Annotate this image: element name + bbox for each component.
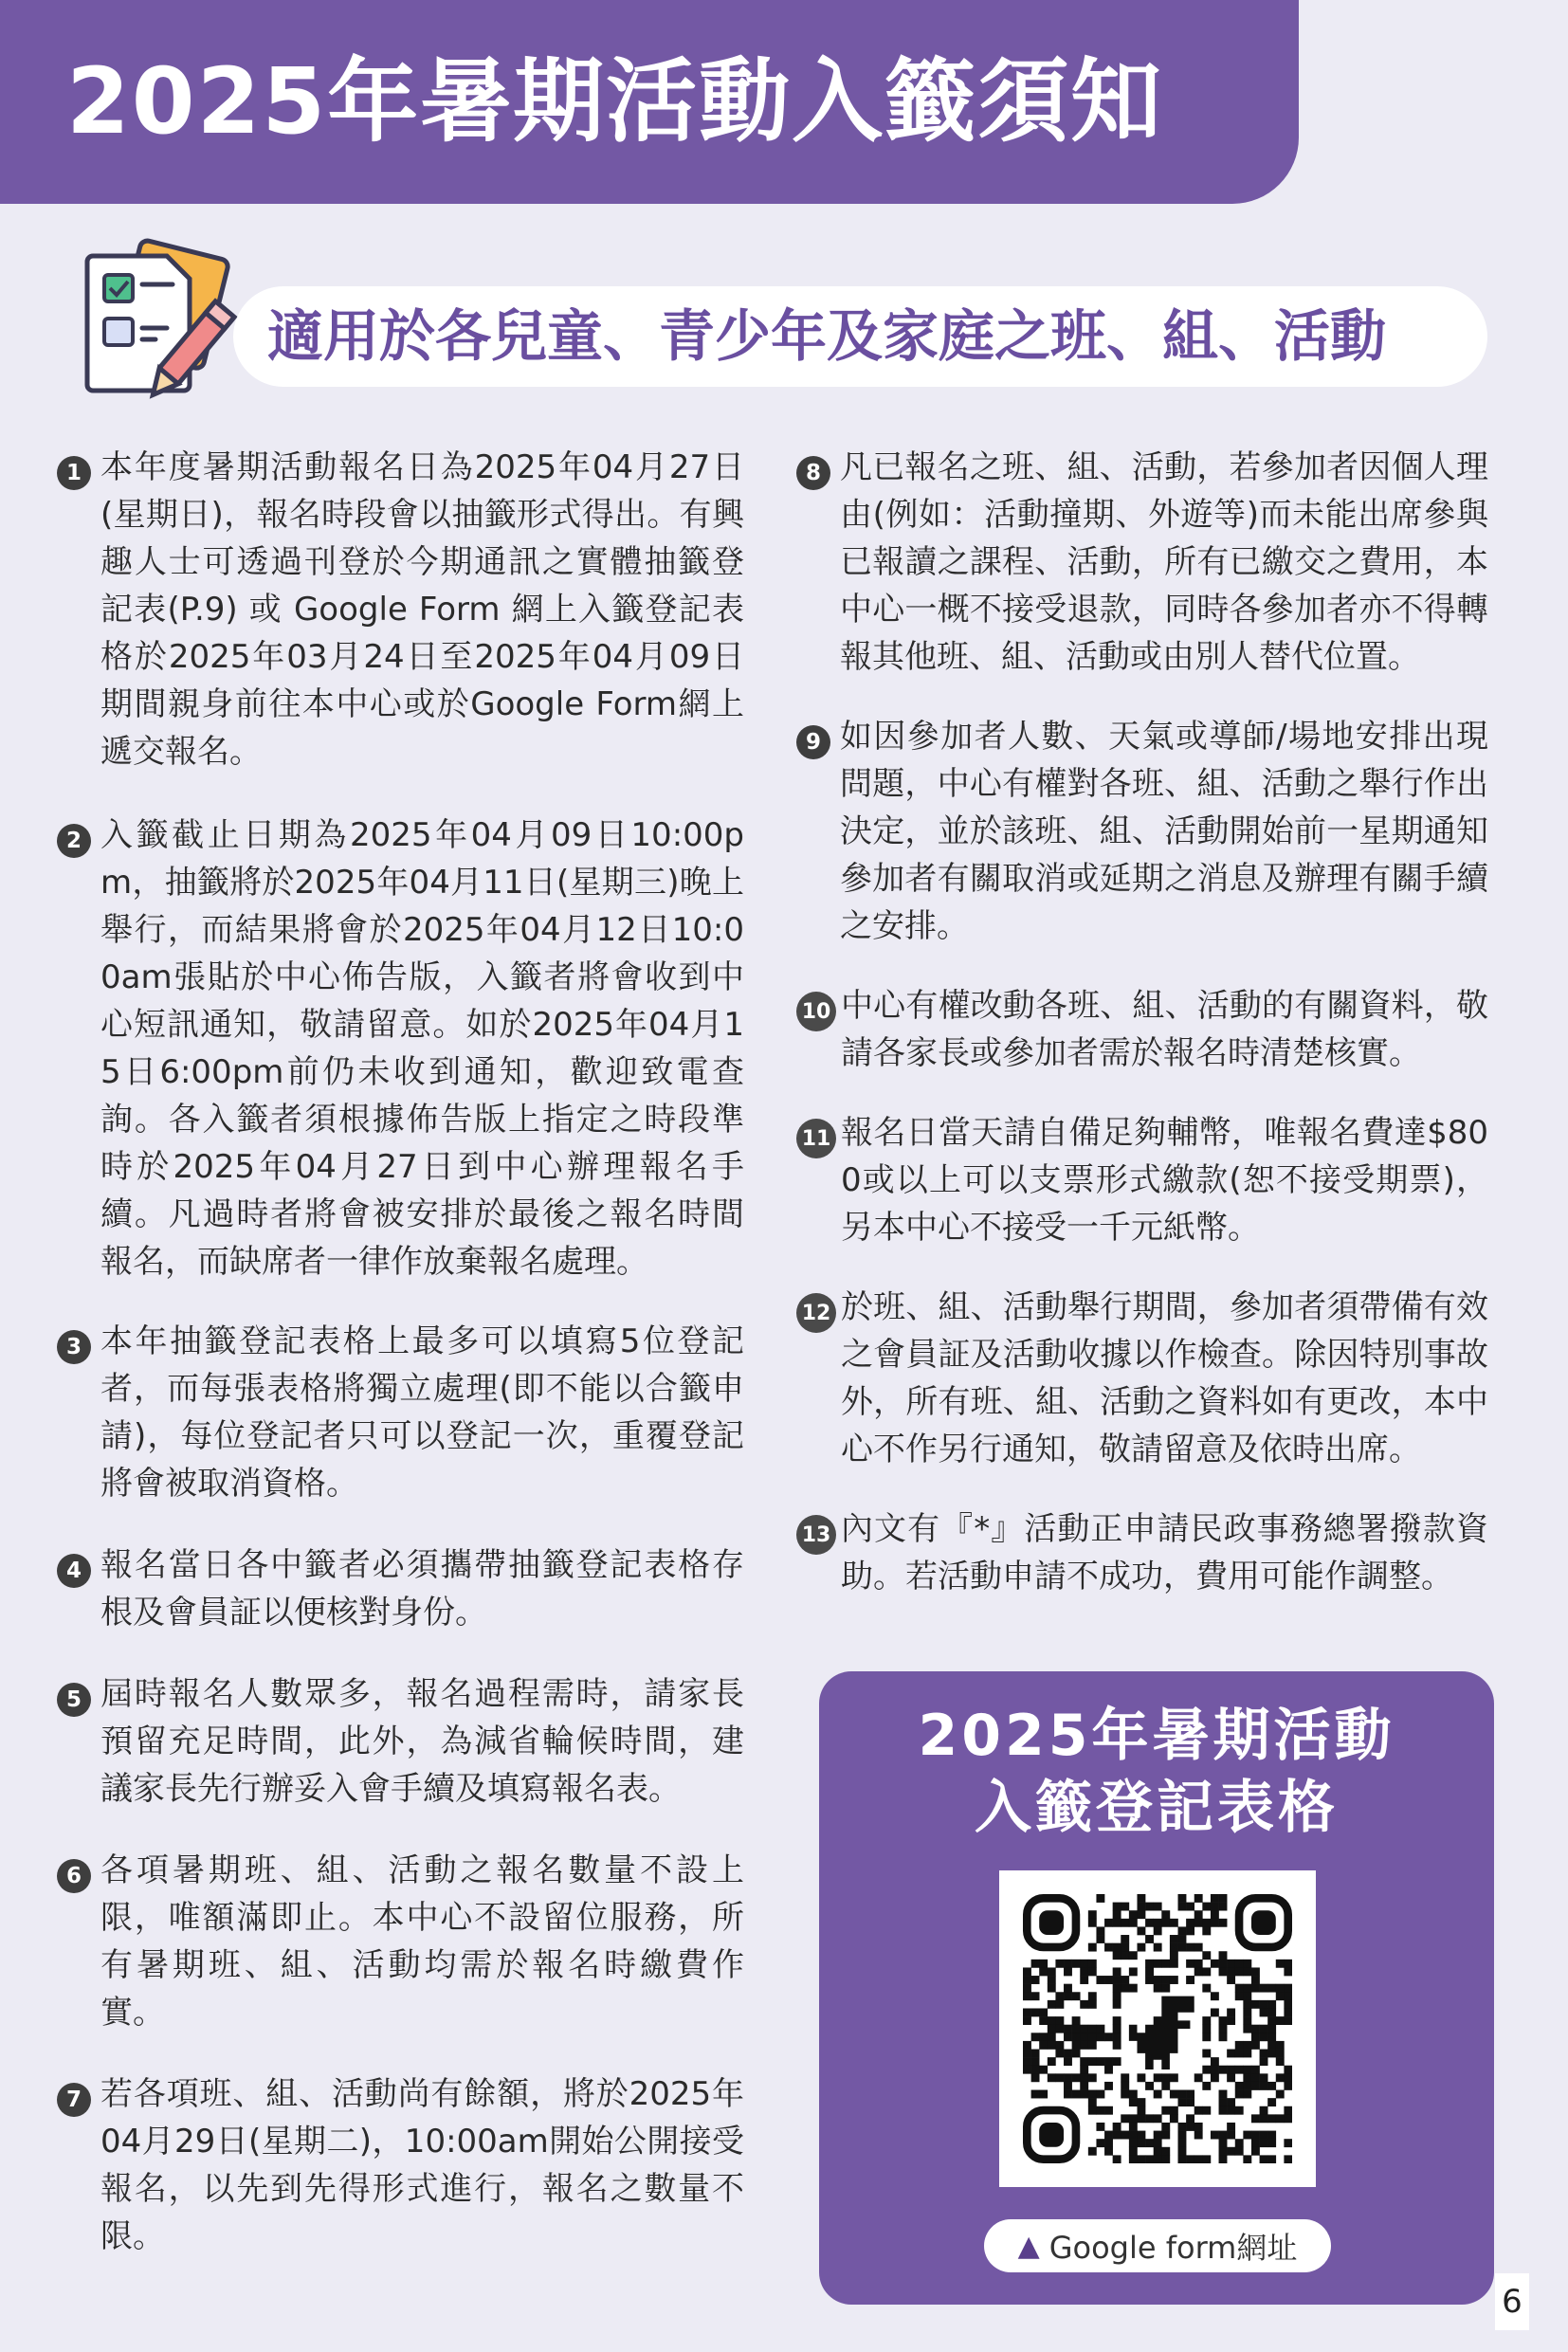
item-number-badge: 12 <box>796 1293 836 1333</box>
subtitle-banner <box>233 286 1487 387</box>
notice-text: 於班、組、活動舉行期間，參加者須帶備有效之會員証及活動收據以作檢查。除因特別事故外，所有班、組、活動之資料如有更改，本中心不作另行通知，敬請留意及依時出席。 <box>841 1288 1488 1468</box>
item-number-badge: 7 <box>57 2083 91 2117</box>
notice-text: 如因參加者人數、天氣或導師/場地安排出現問題，中心有權對各班、組、活動之舉行作出決定，並於該班、組、活動開始前一星期通知參加者有關取消或延期之消息及辦理有關手續之安排。 <box>840 718 1488 945</box>
subtitle-text: 適用於各兒童、青少年及家庭之班、組、活動 <box>267 303 1387 369</box>
notice-item-11 <box>796 1109 1488 1251</box>
item-number-badge: 13 <box>796 1515 836 1555</box>
notice-text: 若各項班、組、活動尚有餘額，將於2025年04月29日(星期二)，10:00am開始公開接受報名，以先到先得形式進行，報名之數量不限。 <box>100 2075 744 2255</box>
notice-column-right <box>796 444 1488 1600</box>
item-number-badge: 10 <box>796 992 836 1031</box>
google-form-link[interactable] <box>984 2219 1331 2272</box>
notice-item-10 <box>796 982 1488 1077</box>
qr-code-pattern <box>1023 1894 1292 2163</box>
notice-text: 中心有權改動各班、組、活動的有關資料，敬請各家長或參加者需於報名時清楚核實。 <box>841 987 1488 1072</box>
notice-text: 屆時報名人數眾多，報名過程需時，請家長預留充足時間，此外，為減省輪候時間，建議家長先行辦妥入會手續及填寫報名表。 <box>100 1675 744 1808</box>
notice-text: 報名當日各中籤者必須攜帶抽籤登記表格存根及會員証以便核對身份。 <box>100 1546 744 1632</box>
item-number-badge: 3 <box>57 1330 91 1364</box>
notice-column-left <box>57 444 744 2260</box>
notice-item-13 <box>796 1505 1488 1600</box>
notice-text: 內文有『*』活動正申請民政事務總署撥款資助。若活動申請不成功，費用可能作調整。 <box>841 1510 1488 1595</box>
item-number-badge: 2 <box>57 824 91 858</box>
notice-text: 報名日當天請自備足夠輔幣，唯報名費達$800或以上可以支票形式繳款(恕不接受期票)，另本中心不接受一千元紙幣。 <box>841 1114 1488 1247</box>
notice-item-2 <box>57 811 744 1285</box>
notice-text: 各項暑期班、組、活動之報名數量不設上限，唯額滿即止。本中心不設留位服務，所有暑期班、組、活動均需於報名時繳費作實。 <box>100 1851 744 2032</box>
qr-card-title <box>819 1700 1494 1844</box>
notice-text: 入籤截止日期為2025年04月09日10:00pm，抽籤將於2025年04月11日(星期三)晚上舉行，而結果將會於2025年04月12日10:00am張貼於中心佈告版，入籤者將會收到中心短訊通知，敬請留意。如於2025年04月15日6:00pm前仍未收到通知，歡迎致電查詢。各入籤者須根據佈告版上指定之時段準時於2025年04月27日到中心辦理報名手續。凡過時者將會被安排於最後之報名時間報名，而缺席者一律作放棄報名處理。 <box>100 816 744 1281</box>
notice-item-5 <box>57 1670 744 1813</box>
notice-item-9 <box>796 713 1488 950</box>
notice-item-4 <box>57 1541 744 1636</box>
triangle-up-icon: ▲ <box>1017 2229 1040 2263</box>
page-title: 2025年暑期活動入籤須知 <box>66 48 1164 155</box>
qr-code[interactable] <box>999 1870 1316 2187</box>
item-number-badge: 4 <box>57 1554 91 1588</box>
item-number-badge: 6 <box>57 1859 91 1893</box>
notice-item-6 <box>57 1847 744 2036</box>
item-number-badge: 9 <box>796 725 830 759</box>
notice-item-12 <box>796 1284 1488 1473</box>
registration-qr-card <box>819 1671 1494 2305</box>
google-form-link-label: Google form網址 <box>1048 2230 1298 2266</box>
item-number-badge: 5 <box>57 1683 91 1717</box>
page-number: 6 <box>1495 2273 1529 2330</box>
item-number-badge: 11 <box>796 1119 836 1158</box>
item-number-badge: 1 <box>57 456 91 490</box>
notice-text: 凡已報名之班、組、活動，若參加者因個人理由(例如：活動撞期、外遊等)而未能出席參與已報讀之課程、活動，所有已繳交之費用，本中心一概不接受退款，同時各參加者亦不得轉報其他班、組、活動或由別人替代位置。 <box>840 448 1488 676</box>
notice-item-1 <box>57 444 744 775</box>
header-banner <box>0 0 1299 204</box>
item-number-badge: 8 <box>796 456 830 490</box>
notice-item-8 <box>796 444 1488 681</box>
notice-item-3 <box>57 1318 744 1507</box>
qr-title-line-2: 入籤登記表格 <box>975 1775 1339 1841</box>
notice-text: 本年度暑期活動報名日為2025年04月27日(星期日)，報名時段會以抽籤形式得出。有興趣人士可透過刊登於今期通訊之實體抽籤登記表(P.9) 或 Google Form 網上入籤登記表格於2025年03月24日至2025年04月09日期間親身前往本中心或於Google Form網上遞交報名。 <box>100 448 744 771</box>
qr-title-line-1: 2025年暑期活動 <box>918 1703 1395 1769</box>
notice-text: 本年抽籤登記表格上最多可以填寫5位登記者，而每張表格將獨立處理(即不能以合籤申請)，每位登記者只可以登記一次，重覆登記將會被取消資格。 <box>100 1322 744 1503</box>
checklist-document-icon <box>80 235 241 406</box>
notice-item-7 <box>57 2070 744 2260</box>
